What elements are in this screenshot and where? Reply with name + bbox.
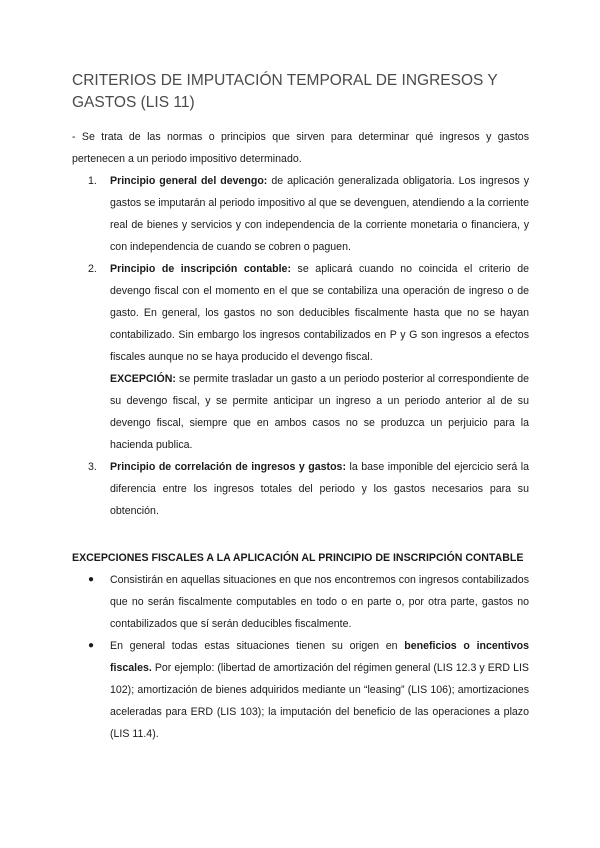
item-number: 1. xyxy=(88,175,97,187)
item-text xyxy=(110,456,529,522)
section-heading: EXCEPCIONES FISCALES A LA APLICACIÓN AL PRINCIPIO DE INSCRIPCIÓN CONTABLE xyxy=(72,552,524,564)
item-text xyxy=(110,170,529,258)
item-bold-label: Principio de correlación de ingresos y gastos: xyxy=(110,461,346,473)
bullet-item-1 xyxy=(88,569,529,635)
item-text xyxy=(110,258,529,368)
exception-label: EXCEPCIÓN: xyxy=(110,373,176,385)
bullet-body-end: Por ejemplo: (libertad de amortización del régimen general (LIS 12.3 y ERD LIS 102); amortización de bienes adquiridos mediante un “leasing” (LIS 106); amortizaciones aceleradas para ERD (LIS 103); la imputación del beneficio de las operaciones a plazo (LIS 11.4). xyxy=(110,662,529,740)
bullet-bold-phrase: beneficios o incentivos fiscales. xyxy=(110,640,529,674)
bullet-text xyxy=(110,635,529,745)
bullet-item-2 xyxy=(88,635,529,745)
bullet-body-start: En general todas estas situaciones tienen su origen en xyxy=(110,640,405,652)
exception-text xyxy=(110,368,529,456)
item-bold-label: Principio de inscripción contable: xyxy=(110,263,291,275)
item-body: de aplicación generalizada obligatoria. Los ingresos y gastos se imputarán al periodo impositivo al que se devenguen, atendiendo a la corriente real de bienes y servicios y con independencia de la corriente monetaria o financiera, y con independencia de cuando se cobren o paguen. xyxy=(110,175,529,253)
item-number: 2. xyxy=(88,263,97,275)
document-title: CRITERIOS DE IMPUTACIÓN TEMPORAL DE INGRESOS Y GASTOS (LIS 11) xyxy=(72,72,498,111)
item-number: 3. xyxy=(88,461,97,473)
numbered-item-3 xyxy=(88,456,530,522)
numbered-item-1 xyxy=(88,170,529,258)
bullet-text: Consistirán en aquellas situaciones en que nos encontremos con ingresos contabilizados que no serán fiscalmente computables en todo o en parte o, por otra parte, gastos no contabilizados que sí serán deducibles fiscalmente. xyxy=(110,574,529,630)
item-body: se aplicará cuando no coincida el criterio de devengo fiscal con el momento en el que se contabiliza una operación de ingreso o de gasto. En general, los gastos no son deducibles fiscalmente hasta que no se hayan contabilizado. Sin embargo los ingresos contabilizados en P y G son ingresos a efectos fiscales aunque no se haya producido el devengo fiscal. xyxy=(110,263,529,363)
exception-body: se permite trasladar un gasto a un periodo posterior al correspondiente de su devengo fiscal, y se permite anticipar un ingreso a un periodo anterior al de su devengo fiscal, siempre que en ambos casos no se produzca un perjuicio para la hacienda publica. xyxy=(110,373,529,451)
numbered-item-2 xyxy=(88,258,529,456)
item-bold-label: Principio general del devengo: xyxy=(110,175,268,187)
bullet-icon: ● xyxy=(88,574,95,585)
intro-paragraph: - Se trata de las normas o principios que sirven para determinar qué ingresos y gastos pertenecen a un periodo impositivo determinado. xyxy=(72,131,529,165)
item-body: la base imponible del ejercicio será la diferencia entre los ingresos totales del periodo y los gastos necesarios para su obtención. xyxy=(110,461,530,517)
bullet-icon: ● xyxy=(88,640,95,651)
